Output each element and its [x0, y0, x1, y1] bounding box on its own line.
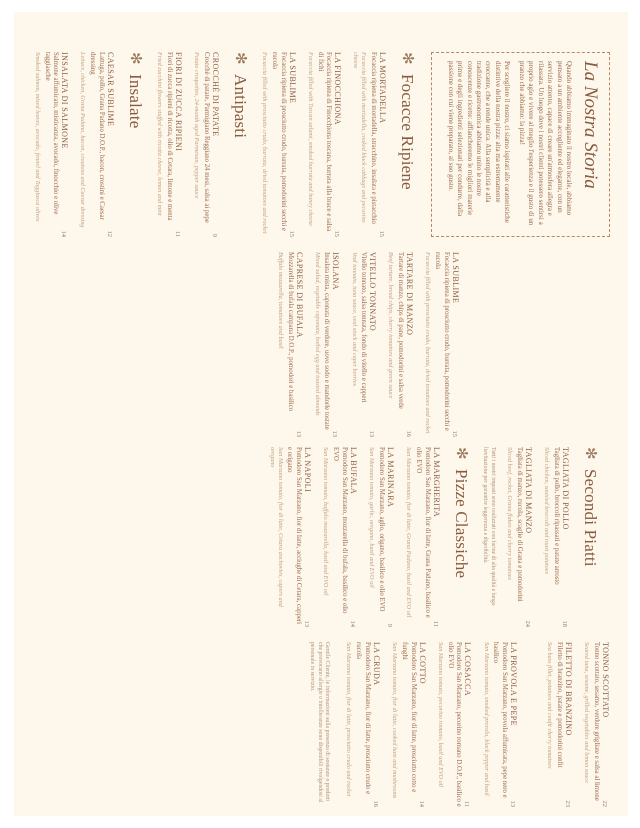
- dish-description-it: Insalata mista, caponata di verdure, uovo sodo e mandorle tostate: [323, 252, 331, 430]
- dish-price: 13: [294, 430, 302, 437]
- dish-price: 12: [106, 230, 114, 237]
- menu-item: [351, 52, 387, 237]
- dish-price: 15: [378, 230, 386, 237]
- dish-name: VITELLO TONNATO: [368, 252, 378, 332]
- dish-name: CAESAR SUBLIME: [106, 52, 116, 127]
- dish-description-en: Fried zucchini flowers stuffed with ricotta cheese, lemon and mint: [156, 52, 164, 216]
- antipasti-list-cont: [350, 252, 415, 437]
- menu-item-header: [333, 52, 342, 237]
- menu-item: [545, 642, 573, 807]
- dish-price: 15: [333, 230, 341, 237]
- section-title-pizze: Pizze Classiche: [451, 469, 471, 579]
- dish-name: LA COSACCA: [463, 642, 473, 697]
- dish-description-it: Crocchè di patate, Parmigiano Reggiano 24 mesi, salsa ai pepe: [202, 52, 210, 223]
- dish-description-en: Focaccia filled with prosciutto crudo, burrata, dried tomatoes and rocket: [260, 52, 268, 234]
- dish-name: FIORI DI ZUCCA RIPIENI: [174, 52, 184, 152]
- dish-description-en: Potato croquettes, 24-month aged Parmesan, pepper sauce: [193, 52, 201, 199]
- dish-name: TONNO SCOTTATO: [601, 642, 610, 718]
- section-title-antipasti: Antipasti: [230, 74, 250, 139]
- dish-description-en: San Marzano tomato, fior di latte, prosciutto crudo and rocket: [345, 642, 353, 797]
- section-secondi: [580, 447, 600, 627]
- dish-description-it: Pomodoro San Marzano, provola affumicata, pepe nero e basilico: [492, 642, 509, 798]
- menu-item-header: [174, 52, 183, 237]
- dish-name: LA MORTADELLA: [378, 52, 388, 124]
- dish-price: 13: [303, 620, 311, 627]
- dish-price: 15: [451, 430, 458, 437]
- dish-description-it: Tartare di manzo, chips di pane, pomodorini e salsa verde: [397, 252, 405, 409]
- dish-description-en: San Marzano tomato, smoked provola, black pepper and basil: [482, 642, 490, 796]
- menu-item-header: [564, 642, 573, 807]
- spacer: [518, 642, 536, 807]
- dish-description-en: Sea bass fillet, potatoes and confit cherry tomatoes: [546, 642, 554, 769]
- menu-item-header: [451, 252, 460, 437]
- menu-item: [78, 52, 115, 237]
- menu-item-header: [432, 447, 441, 627]
- menu-item-header: [561, 447, 570, 627]
- dish-name: LA MARINARA: [385, 447, 395, 508]
- menu-item-header: [368, 252, 377, 437]
- section-focacce: [397, 52, 417, 237]
- dish-description-en: San Marzano tomato, garlic, oregano, basil and EVO oil: [368, 447, 376, 588]
- menu-item: [505, 447, 533, 627]
- allergen-footnote: Gentile Cliente, le informazioni sulla presenza di sostanze o prodotti che provocano allergie o intolleranze sono disponibili rivolgendosi al personale in servizio.: [308, 642, 331, 803]
- insalate-list-cont: [276, 252, 341, 437]
- menu-item: [542, 447, 570, 627]
- insalate-list: [33, 52, 115, 237]
- dish-description-it: Salmone affumicato, misticanza, avocado, finocchio e olive taggiasche: [43, 52, 60, 215]
- menu-item: [404, 447, 441, 627]
- dish-name: LA NAPOLI: [303, 447, 313, 493]
- menu-item: [260, 52, 297, 237]
- dish-price: 11: [463, 800, 471, 807]
- dish-name: FILETTO DI BRANZINO: [564, 642, 574, 736]
- menu-item: [33, 52, 70, 237]
- menu-item-header: [288, 52, 297, 237]
- menu-item: [306, 52, 343, 237]
- dish-price: 22: [601, 800, 608, 807]
- focacce-list: [260, 52, 387, 237]
- menu-item-header: [405, 252, 414, 437]
- dish-description-en: San Marzano tomato, pecorino romano, basil and EVO oil: [436, 642, 444, 787]
- menu-item-header: [464, 642, 473, 807]
- dish-price: 14: [60, 230, 68, 237]
- menu-item: [367, 447, 395, 627]
- menu-item-header: [106, 52, 115, 237]
- dish-description-en: Buffalo mozzarella, tomatoes and basil: [276, 252, 284, 349]
- dish-price: 11: [431, 620, 439, 627]
- dish-name: LA PROVOLA E PEPE: [509, 642, 519, 726]
- flower-ornament-icon: [454, 447, 468, 461]
- dish-name: LA BUFALA: [348, 447, 358, 495]
- dish-description-en: Smoked salmon, mixed leaves, avocado, fennel and Taggiasca olives: [33, 52, 41, 222]
- dish-description-en: Veal tonnato, tuna sauce, veal stock and caper berries: [350, 252, 358, 387]
- menu-paper: [14, 12, 628, 816]
- menu-item: [350, 252, 378, 437]
- dish-name: LA MARGHERITA: [431, 447, 441, 518]
- dish-name: ISOLANA: [331, 252, 341, 290]
- dish-price: 9: [385, 623, 393, 627]
- menu-item-header: [211, 52, 220, 237]
- pizze-list: [267, 447, 440, 627]
- dish-price: 13: [368, 430, 376, 437]
- dish-description-it: Mozzarella di bufala campana D.O.P., pomodori e basilico: [286, 252, 294, 412]
- menu-item-header: [332, 252, 341, 437]
- menu-item-header: [601, 642, 610, 807]
- dish-description-en: Lettuce, chicken, Grana Padano, bacon, croutons and Caesar dressing: [79, 52, 87, 228]
- menu-item: [321, 447, 358, 627]
- menu-item-header: [303, 447, 312, 627]
- menu-item: [386, 252, 414, 437]
- menu-item: [276, 252, 304, 437]
- dish-description-it: Pomodoro San Marzano, aglio, origano, basilico e olio EVO: [377, 447, 385, 612]
- dish-name: LA CRUDA: [372, 642, 382, 686]
- menu-item: [267, 447, 312, 627]
- column-2: [267, 252, 610, 437]
- menu-item: [582, 642, 610, 807]
- section-title-focacce: Focacce Ripiene: [398, 74, 418, 190]
- dish-description-it: Focaccia ripiena di prosciutto crudo, burrata, pomodorini secchi e rucola: [270, 52, 287, 231]
- dish-description-en: Seared tuna, sesame, grilled vegetables and lemon sauce: [583, 642, 591, 783]
- menu-item-header: [60, 52, 69, 237]
- dish-name: TAGLIATA DI POLLO: [561, 447, 570, 530]
- dish-description-it: Tonno scottato, sesamo, verdure grigliate e salsa al limone: [593, 642, 600, 801]
- dish-description-it: Pomodoro San Marzano, fior di latte, prosciutto crudo e rucola: [355, 642, 372, 795]
- dish-name: LA FINOCCHIONA: [333, 52, 343, 125]
- story-title: La Nostra Storia: [580, 61, 601, 189]
- dish-description-it: Lattuga, pollo, Grana Padano D.O.P., bacon, crostini e Caesar dressing: [89, 52, 106, 220]
- menu-item: [423, 252, 460, 437]
- dish-description-en: Focaccia filled with mortadella, cooked black cabbage and pecorino cheese: [352, 52, 368, 223]
- dish-price: 16: [405, 430, 413, 437]
- dish-description-it: Focaccia ripiena di Finocchiona toscana, burrata alla brace e salsa di fichi: [316, 52, 333, 232]
- dish-name: TARTARE DI MANZO: [405, 252, 415, 336]
- dish-name: TAGLIATA DI MANZO: [524, 447, 534, 534]
- dish-description-en: Focaccia filled with prosciutto crudo, burrata, dried tomatoes and rocket: [424, 252, 432, 434]
- dish-price: 14: [348, 620, 356, 627]
- dish-price: 24: [524, 620, 532, 627]
- pizze-list-cont: [344, 642, 518, 807]
- menu-item: [436, 642, 473, 807]
- menu-item-header: [386, 447, 395, 627]
- dish-price: 14: [417, 800, 425, 807]
- dish-description-it: Pomodoro San Marzano, fior di latte, acciughe di Cetara, capperi e origano: [286, 447, 303, 625]
- dish-price: 9: [210, 233, 218, 237]
- menu-item-header: [372, 642, 381, 807]
- dish-name: LA SUBLIME: [287, 52, 297, 104]
- story-paragraph-2: Per scegliere il nostro, ci siamo ispirati alle caratteristiche distintive della nostra pizza: alta ma estremamente croccante, che a rende unica. Alla semplicità e alla tradizione gastronomica abbiamo unito le nostre conoscenze e ricette: affiancheremo le migliori materie prime e degli ingredienti selezionati per condurre, dalla passione con cui viene preparato, al suo gusto.: [446, 61, 512, 223]
- dish-description-it: Focaccia ripiena di mortadella, stracchino, insalata e pistacchio: [370, 52, 378, 224]
- section-insalate: [125, 52, 145, 237]
- dish-price: 13: [331, 430, 339, 437]
- dish-price: 23: [564, 800, 572, 807]
- dish-description-en: Sliced chicken, sautéed broccoli and roast potatoes: [543, 447, 551, 574]
- menu-item-header: [509, 642, 518, 807]
- menu-item-header: [378, 52, 387, 237]
- dish-price: 16: [372, 800, 380, 807]
- dish-price: 13: [509, 800, 517, 807]
- menu-item: [155, 52, 183, 237]
- focacce-list-cont: [423, 252, 460, 437]
- dish-description-it: Vitello tonnato, salsa tonnata, fondo di vitello e capperi: [360, 252, 368, 403]
- dish-name: LA COTTO: [417, 642, 427, 684]
- dish-description-it: Pomodoro San Marzano, fior di latte, prosciutto cotto e funghi: [400, 642, 417, 793]
- dish-description-en: San Marzano tomato, buffalo mozzarella, basil and EVO oil: [322, 447, 330, 596]
- column-3: [258, 447, 610, 627]
- dish-name: INSALATA DI SALMONE: [60, 52, 70, 149]
- menu-item: [482, 642, 519, 807]
- dish-description-en: Mixed salad, vegetable caponata, boiled egg and toasted almonds: [313, 252, 321, 416]
- dish-description-it: Pomodoro San Marzano, pecorino romano D.O.P., basilico e olio EVO: [446, 642, 463, 807]
- menu-item: [390, 642, 427, 807]
- dish-name: CROCCHÈ DI PATATE: [210, 52, 220, 137]
- section-antipasti: [230, 52, 250, 237]
- dish-description-it: Filetto di branzino, patate e pomodorini confit: [556, 642, 564, 768]
- dish-description-en: San Marzano tomato, fior di latte, cooked ham and mushrooms: [391, 642, 399, 799]
- flower-ornament-icon: [128, 52, 142, 66]
- menu-item: [192, 52, 220, 237]
- spacer: [460, 252, 610, 437]
- dish-description-it: Focaccia ripiena di prosciutto crudo, burrata, pomodorini secchi e rucola: [434, 252, 450, 431]
- secondi-list-cont: [545, 642, 610, 807]
- antipasti-list: [155, 52, 220, 237]
- dish-description-en: Focaccia filled with Tuscan salami, smoked burrata and honey cheese: [306, 52, 314, 226]
- column-1: [24, 52, 610, 237]
- dish-description-it: Tagliata di pollo, broccoli ripassati e patate arrosto: [553, 447, 560, 585]
- menu-item-header: [524, 447, 533, 627]
- column-4: [307, 642, 610, 807]
- menu-item: [313, 252, 341, 437]
- dish-description-en: Beef tartare, bread chips, cherry tomatoes and green sauce: [387, 252, 395, 399]
- dish-description-en: San Marzano tomato, fior di latte, Cetara anchovies, capers and oregano: [268, 447, 284, 607]
- story-box: [431, 52, 610, 237]
- menu-item-header: [349, 447, 358, 627]
- dish-description-it: Tagliata di manzo, rucola, scaglie di Grana e pomodorini: [516, 447, 524, 602]
- dish-description-it: Pomodoro San Marzano, fior di latte, Grana Padano, basilico e olio EVO: [414, 447, 431, 618]
- menu-item-header: [295, 252, 304, 437]
- section-title-insalate: Insalate: [126, 74, 146, 129]
- dish-name: CAPRESE DI BUFALA: [294, 252, 304, 338]
- dish-price: 15: [287, 230, 295, 237]
- story-paragraph-1: Quando abbiamo immaginato il nostro locale, abbiamo pensato a un ambiente accogliente ed elegante, con un servizio attento, capace di creare un'atmosfera allegra e rilassata. Un luogo dove i nostri clienti potessero sentirsi a proprio agio e vivere al meglio l'esperienza e il gusto di un pranzo che abbiamo: la pizza!: [517, 61, 573, 226]
- dish-price: 11: [174, 230, 182, 237]
- dish-description-en: San Marzano tomato, fior di latte, Grana Padano, basil and EVO oil: [404, 447, 412, 618]
- dough-note: Tutti i nostri impasti sono realizzati con farine di alta qualità e lunga lievitazione per garantire leggerezza e digeribilità.: [482, 447, 497, 606]
- dish-description-it: Fiori di zucca ripieni di ricotta, olio di Cetara, limone e menta: [166, 52, 174, 221]
- section-pizze: [451, 447, 471, 627]
- dish-description-it: Pomodoro San Marzano, mozzarella di bufala, basilico e olio EVO: [332, 447, 348, 614]
- section-title-secondi: Secondi Piatti: [581, 469, 600, 567]
- flower-ornament-icon: [400, 52, 414, 66]
- secondi-list: [505, 447, 570, 627]
- flower-ornament-icon: [583, 447, 597, 461]
- flower-ornament-icon: [233, 52, 247, 66]
- menu-item-header: [418, 642, 427, 807]
- dish-price: 18: [561, 620, 568, 627]
- dish-description-en: Sliced beef, rocket, Grana flakes and cherry tomatoes: [506, 447, 514, 580]
- dish-name: LA SUBLIME: [451, 252, 460, 304]
- menu-item: [344, 642, 381, 807]
